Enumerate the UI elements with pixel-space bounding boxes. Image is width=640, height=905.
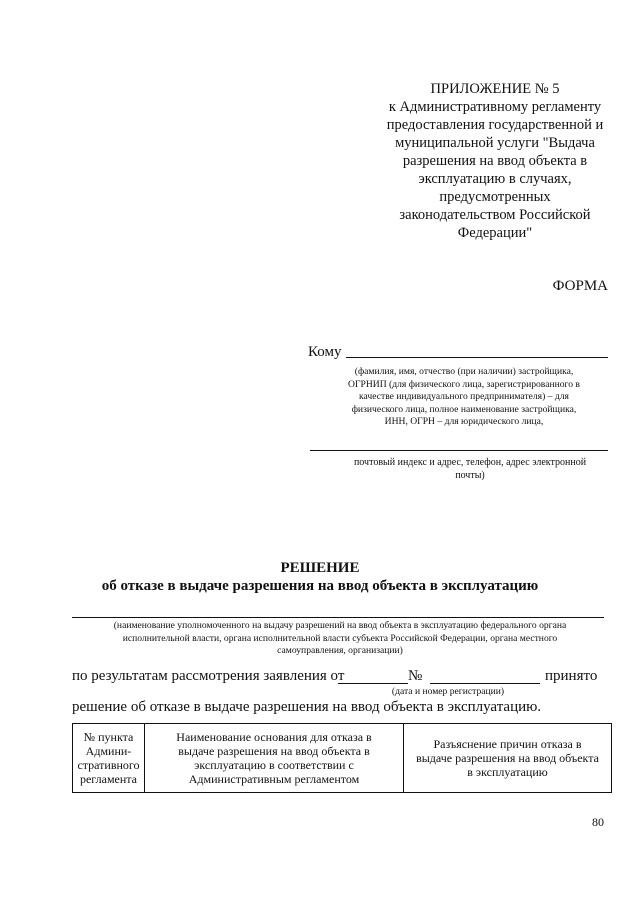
result-text: решение об отказе в выдаче разрешения на ввод объекта в эксплуатацию. [72, 699, 542, 715]
recipient-address-line [310, 450, 608, 451]
note-line: почты) [455, 469, 485, 481]
header-refusal-ground [145, 724, 404, 793]
appendix-line: муниципальной услуги "Выдача [395, 135, 595, 151]
appendix-line: законодательством Российской [399, 207, 591, 223]
note-line: ОГРНИП (для физического лица, зарегистрированного в [348, 378, 580, 390]
header-line: регламента [79, 772, 137, 786]
accepted-word: принято [545, 668, 598, 684]
note-line: (фамилия, имя, отчество (при наличии) застройщика, [354, 366, 574, 377]
recipient-name-line [346, 357, 608, 358]
page-number: 80 [592, 815, 604, 829]
application-date-line [338, 683, 408, 684]
header-line: стративного [77, 758, 140, 772]
header-line: Разъяснение причин отказа в [433, 737, 582, 751]
note-line: качестве индивидуального предпринимателя) – для [359, 391, 569, 402]
header-line: Административным регламентом [188, 772, 360, 786]
note-line: исполнительной власти, органа исполнительной власти субъекта Российской Федерации, органа местного [122, 632, 558, 644]
recipient-label: Кому [308, 344, 342, 360]
recipient-note [308, 366, 620, 429]
appendix-line: Федерации" [457, 225, 533, 241]
appendix-title: ПРИЛОЖЕНИЕ № 5 [430, 81, 560, 97]
form-label: ФОРМА [552, 278, 608, 294]
header-line: выдаче разрешения на ввод объекта [416, 751, 599, 765]
application-number-line [430, 683, 540, 684]
header-refusal-explanation [404, 724, 612, 793]
appendix-line: предусмотренных [439, 189, 551, 205]
date-note: (дата и номер регистрации) [391, 686, 505, 697]
header-line: Админи- [85, 744, 132, 758]
header-line: выдаче разрешения на ввод объекта в [178, 744, 370, 758]
header-line: в эксплуатацию [467, 765, 548, 779]
header-line: Наименование основания для отказа в [176, 730, 372, 744]
number-sign: № [408, 668, 423, 684]
note-line: (наименование уполномоченного на выдачу разрешений на ввод объекта в эксплуатацию федерального органа [113, 620, 567, 631]
appendix-line: эксплуатацию в случаях, [418, 171, 572, 187]
header-line: эксплуатацию в соответствии с [194, 758, 354, 772]
appendix-line: разрешения на ввод объекта в [402, 153, 588, 169]
reasons-table [72, 723, 612, 793]
appendix-line: к Административному регламенту [388, 99, 602, 115]
note-line: ИНН, ОГРН – для юридического лица, [384, 416, 544, 427]
decision-subtitle: об отказе в выдаче разрешения на ввод объекта в эксплуатацию [101, 578, 539, 594]
review-prefix: по результатам рассмотрения заявления от [72, 668, 345, 684]
address-note [330, 457, 610, 482]
header-clause-number [73, 724, 145, 793]
authority-note [60, 620, 620, 658]
note-line: физического лица, полное наименование застройщика, [351, 403, 577, 415]
authority-line [72, 617, 604, 618]
header-line: № пункта [83, 730, 134, 744]
table-header-row [73, 724, 612, 793]
note-line: самоуправления, организации) [277, 645, 403, 656]
appendix-header [370, 80, 620, 242]
decision-title: РЕШЕНИЕ [280, 560, 360, 576]
appendix-line: предоставления государственной и [386, 117, 604, 133]
note-line: почтовый индекс и адрес, телефон, адрес электронной [353, 457, 587, 468]
